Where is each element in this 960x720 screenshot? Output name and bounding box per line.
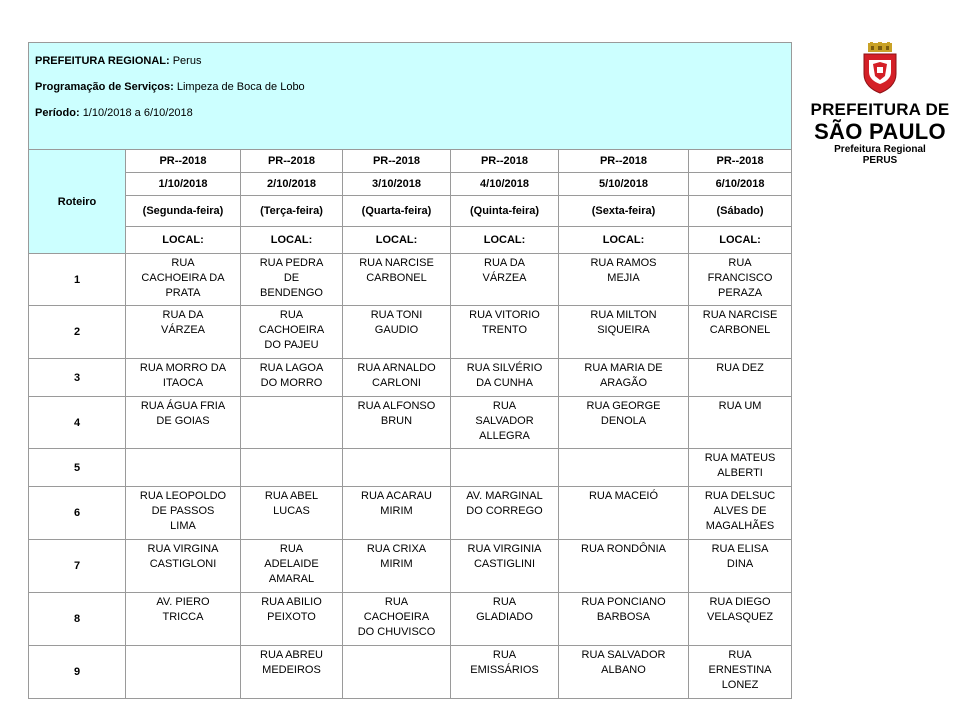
column-local-label: LOCAL:	[559, 227, 689, 254]
street-line: DE	[283, 272, 300, 284]
street-line: FRANCISCO	[707, 272, 773, 284]
street-line: AMARAL	[268, 573, 315, 585]
street-line: RUA	[492, 596, 517, 608]
column-weekday: (Quinta-feira)	[451, 196, 559, 227]
street-cell	[241, 449, 343, 487]
street-line: RUA ABILIO	[261, 596, 322, 608]
street-line: RUA	[728, 257, 752, 269]
street-line: RUA	[728, 649, 752, 661]
street-line: RUA ALFONSO	[357, 400, 436, 412]
street-cell	[241, 254, 343, 306]
street-line: RUA MORRO DA	[139, 362, 227, 374]
street-line: SALVADOR	[475, 415, 534, 427]
street-line: RUA DA	[484, 257, 525, 269]
roteiro-number: 9	[29, 646, 126, 699]
street-line: RUA ELISA	[711, 543, 769, 555]
street-line: RUA	[279, 309, 304, 321]
street-line: RUA	[279, 543, 304, 555]
street-line: RUA CRIXA	[366, 543, 427, 555]
roteiro-number: 4	[29, 397, 126, 449]
street-cell	[343, 487, 451, 540]
street-cell	[126, 359, 241, 397]
roteiro-number: 3	[29, 359, 126, 397]
street-line: RUA	[492, 400, 517, 412]
street-line: BRUN	[380, 415, 413, 427]
street-line: PERAZA	[718, 287, 763, 299]
header-panel	[29, 43, 792, 150]
column-pr-label: PR--2018	[126, 150, 241, 173]
street-cell	[559, 540, 689, 593]
street-cell	[689, 593, 792, 646]
street-line: CARBONEL	[709, 324, 771, 336]
street-cell	[343, 646, 451, 699]
periodo-label: Período:	[35, 107, 80, 119]
street-cell	[689, 397, 792, 449]
street-line: CASTIGLONI	[149, 558, 217, 570]
street-line: MIRIM	[380, 558, 413, 570]
street-line: EMISSÁRIOS	[470, 664, 539, 676]
street-line: RUA DA	[162, 309, 204, 321]
street-line: RUA DIEGO	[709, 596, 771, 608]
street-line: ADELAIDE	[264, 558, 319, 570]
street-line: RUA VITORIO	[469, 309, 540, 321]
roteiro-number: 5	[29, 449, 126, 487]
street-line: VÁRZEA	[482, 272, 527, 284]
street-cell	[451, 397, 559, 449]
table-row	[29, 254, 792, 306]
logo-line3: Prefeitura Regional	[834, 144, 926, 155]
street-line: RUA RONDÔNIA	[581, 543, 666, 555]
street-line: CARLONI	[372, 377, 421, 389]
street-line: MEDEIROS	[262, 664, 321, 676]
street-cell	[241, 540, 343, 593]
street-cell	[241, 646, 343, 699]
street-line: RUA ABREU	[260, 649, 323, 661]
street-cell	[559, 487, 689, 540]
street-line: DO PAJEU	[264, 339, 319, 351]
street-line: ITAOCA	[162, 377, 204, 389]
street-line: RUA LEOPOLDO	[139, 490, 227, 502]
street-line: SIQUEIRA	[597, 324, 650, 336]
street-line: DE PASSOS	[151, 505, 215, 517]
street-line: RUA ABEL	[264, 490, 319, 502]
table-row	[29, 397, 792, 449]
street-line: RUA PONCIANO	[581, 596, 666, 608]
street-cell	[559, 254, 689, 306]
street-cell	[343, 306, 451, 359]
street-line: RUA TONI	[370, 309, 423, 321]
street-cell	[451, 359, 559, 397]
periodo-line	[35, 105, 791, 121]
street-line: BENDENGO	[260, 287, 323, 299]
street-line: RUA	[492, 649, 517, 661]
street-line: TRENTO	[481, 324, 528, 336]
column-local-label: LOCAL:	[343, 227, 451, 254]
roteiro-number: 7	[29, 540, 126, 593]
table-row	[29, 306, 792, 359]
street-line: BARBOSA	[596, 611, 651, 623]
column-weekday: (Quarta-feira)	[343, 196, 451, 227]
street-cell	[343, 359, 451, 397]
street-cell	[343, 254, 451, 306]
street-cell	[241, 593, 343, 646]
street-cell	[689, 540, 792, 593]
street-cell	[126, 254, 241, 306]
prefeitura-logo	[810, 42, 950, 166]
street-line: RUA PEDRA	[259, 257, 324, 269]
street-cell	[559, 306, 689, 359]
street-line: MAGALHÃES	[705, 520, 775, 532]
street-line: RUA LAGOA	[259, 362, 324, 374]
street-line: ALLEGRA	[479, 430, 530, 442]
street-line: ARAGÃO	[599, 377, 648, 389]
street-line: DA CUNHA	[476, 377, 533, 389]
street-line: ALBERTI	[717, 467, 763, 479]
roteiro-header: Roteiro	[29, 150, 126, 254]
street-cell	[559, 593, 689, 646]
street-line: RUA DEZ	[716, 362, 764, 374]
column-local-label: LOCAL:	[126, 227, 241, 254]
street-line: RUA MACEIÓ	[588, 490, 659, 502]
street-line: GLADIADO	[476, 611, 533, 623]
street-line: RUA SILVÉRIO	[466, 362, 543, 374]
street-cell	[689, 487, 792, 540]
column-local-label: LOCAL:	[241, 227, 343, 254]
street-cell	[689, 254, 792, 306]
street-line: RUA VIRGINIA	[467, 543, 542, 555]
column-local-label: LOCAL:	[451, 227, 559, 254]
column-date: 3/10/2018	[343, 173, 451, 196]
street-cell	[451, 306, 559, 359]
street-cell	[689, 359, 792, 397]
street-cell	[559, 359, 689, 397]
programacao-line	[35, 79, 791, 95]
column-weekday: (Sábado)	[689, 196, 792, 227]
street-line: RUA ACARAU	[361, 490, 432, 502]
street-cell	[241, 487, 343, 540]
street-line: RUA	[171, 257, 195, 269]
street-cell	[689, 646, 792, 699]
table-row	[29, 449, 792, 487]
street-cell	[451, 540, 559, 593]
column-date: 1/10/2018	[126, 173, 241, 196]
street-line: MEJIA	[607, 272, 640, 284]
street-line: RUA RAMOS	[590, 257, 657, 269]
street-line: DO CORREGO	[466, 505, 543, 517]
street-line: RUA NARCISE	[702, 309, 778, 321]
roteiro-number: 6	[29, 487, 126, 540]
street-cell	[559, 397, 689, 449]
street-line: RUA MILTON	[590, 309, 657, 321]
street-cell	[126, 306, 241, 359]
street-cell	[343, 397, 451, 449]
street-line: LONEZ	[721, 679, 759, 691]
street-line: ALVES DE	[713, 505, 767, 517]
roteiro-number: 1	[29, 254, 126, 306]
logo-line2: SÃO PAULO	[814, 119, 946, 144]
column-pr-label: PR--2018	[343, 150, 451, 173]
street-cell	[126, 397, 241, 449]
street-line: MIRIM	[380, 505, 413, 517]
street-line: RUA ARNALDO	[357, 362, 436, 374]
coat-of-arms-icon	[860, 42, 900, 94]
street-line: VÁRZEA	[160, 324, 205, 336]
programacao-label: Programação de Serviços:	[35, 81, 174, 93]
street-line: AV. MARGINAL	[466, 490, 543, 502]
column-weekday: (Segunda-feira)	[126, 196, 241, 227]
street-cell	[451, 254, 559, 306]
column-pr-label: PR--2018	[689, 150, 792, 173]
periodo-value: 1/10/2018 a 6/10/2018	[82, 107, 193, 119]
street-line: DINA	[726, 558, 754, 570]
street-line: RUA NARCISE	[359, 257, 434, 269]
street-line: VELASQUEZ	[707, 611, 774, 623]
street-line: PEIXOTO	[267, 611, 316, 623]
table-row	[29, 593, 792, 646]
roteiro-number: 2	[29, 306, 126, 359]
column-weekday: (Terça-feira)	[241, 196, 343, 227]
programacao-value: Limpeza de Boca de Lobo	[176, 81, 305, 93]
table-row	[29, 646, 792, 699]
column-local-label: LOCAL:	[689, 227, 792, 254]
column-pr-label: PR--2018	[559, 150, 689, 173]
street-cell	[126, 593, 241, 646]
street-cell	[689, 449, 792, 487]
street-line: DENOLA	[600, 415, 647, 427]
street-line: RUA DELSUC	[704, 490, 776, 502]
logo-line4: PERUS	[862, 155, 898, 166]
street-line: DO CHUVISCO	[357, 626, 436, 638]
street-line: RUA	[384, 596, 409, 608]
street-line: RUA SALVADOR	[581, 649, 666, 661]
street-line: RUA MARIA DE	[584, 362, 663, 374]
street-line: PRATA	[165, 287, 201, 299]
column-pr-label: PR--2018	[241, 150, 343, 173]
table-row	[29, 540, 792, 593]
street-line: TRICCA	[162, 611, 204, 623]
street-cell	[241, 359, 343, 397]
street-cell	[451, 646, 559, 699]
street-line: CARBONEL	[366, 272, 427, 284]
street-line: GAUDIO	[374, 324, 419, 336]
prefeitura-line	[35, 53, 791, 69]
roteiro-number: 8	[29, 593, 126, 646]
street-cell	[126, 540, 241, 593]
prefeitura-label: PREFEITURA REGIONAL:	[35, 55, 170, 67]
street-line: RUA ÁGUA FRIA	[140, 400, 226, 412]
prefeitura-value: Perus	[172, 55, 202, 67]
street-line: RUA VIRGINA	[147, 543, 219, 555]
street-line: CACHOEIRA DA	[141, 272, 225, 284]
street-cell	[343, 540, 451, 593]
street-line: RUA UM	[718, 400, 762, 412]
street-cell	[559, 449, 689, 487]
street-line: RUA MATEUS	[704, 452, 776, 464]
street-cell	[241, 306, 343, 359]
logo-line1: PREFEITURA DE	[810, 100, 950, 119]
street-line: CACHOEIRA	[363, 611, 430, 623]
schedule-table	[28, 42, 792, 699]
street-line: RUA GEORGE	[586, 400, 661, 412]
street-cell	[343, 593, 451, 646]
table-row	[29, 359, 792, 397]
street-cell	[126, 487, 241, 540]
street-line: DO MORRO	[260, 377, 323, 389]
street-cell	[451, 449, 559, 487]
street-cell	[689, 306, 792, 359]
street-line: DE GOIAS	[156, 415, 210, 427]
street-line: ERNESTINA	[708, 664, 772, 676]
street-cell	[343, 449, 451, 487]
street-cell	[126, 449, 241, 487]
table-row	[29, 487, 792, 540]
street-cell	[559, 646, 689, 699]
street-line: ALBANO	[601, 664, 646, 676]
column-date: 2/10/2018	[241, 173, 343, 196]
column-pr-label: PR--2018	[451, 150, 559, 173]
column-date: 5/10/2018	[559, 173, 689, 196]
column-weekday: (Sexta-feira)	[559, 196, 689, 227]
street-line: LIMA	[170, 520, 196, 532]
street-cell	[126, 646, 241, 699]
street-cell	[451, 487, 559, 540]
street-line: CASTIGLINI	[473, 558, 536, 570]
street-line: CACHOEIRA	[258, 324, 325, 336]
column-date: 4/10/2018	[451, 173, 559, 196]
street-line: LUCAS	[273, 505, 310, 517]
street-cell	[451, 593, 559, 646]
column-date: 6/10/2018	[689, 173, 792, 196]
street-cell	[241, 397, 343, 449]
street-line: AV. PIERO	[156, 596, 210, 608]
